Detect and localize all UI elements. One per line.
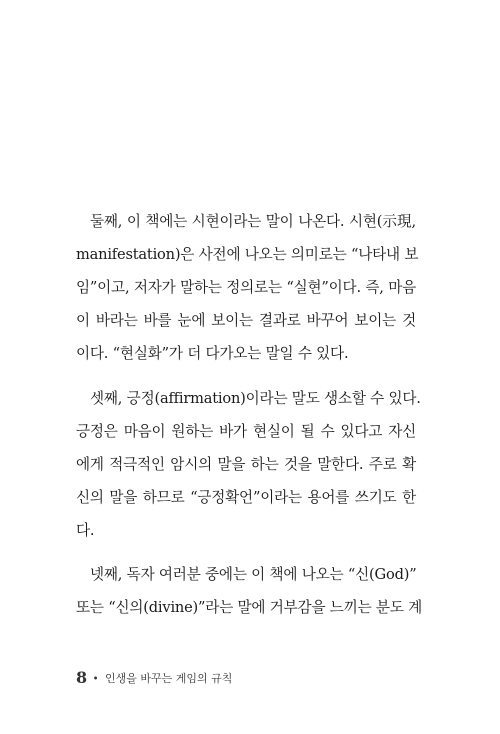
text-line: manifestation)은 사전에 나오는 의미로는 “나타내 보 [76,246,419,263]
paragraph-second-point [76,205,419,370]
page-footer [76,668,232,687]
text-line: 넷째, 독자 여러분 중에는 이 책에 나오는 “신(God)” [90,566,417,583]
text-line: 다. [76,522,95,539]
text-line: 셋째, 긍정(affirmation)이라는 말도 생소할 수 있다. [90,390,421,407]
running-book-title: 인생을 바꾸는 게임의 규칙 [105,672,233,685]
paragraph-fourth-point [76,558,423,624]
text-line: 또는 “신의(divine)”라는 말에 거부감을 느끼는 분도 계 [76,599,423,616]
text-line: 긍정은 마음이 원하는 바가 현실이 될 수 있다고 자신 [76,423,416,440]
page-number: 8 [76,668,88,687]
paragraph-third-point [76,382,421,547]
text-line: 이 바라는 바를 눈에 보이는 결과로 바꾸어 보이는 것 [76,312,416,329]
text-line: 둘째, 이 책에는 시현이라는 말이 나온다. 시현(示現, [90,213,416,230]
text-line: 에게 적극적인 암시의 말을 하는 것을 말한다. 주로 확 [76,456,416,473]
text-line: 신의 말을 하므로 “긍정확언”이라는 용어를 쓰기도 한 [76,489,416,506]
text-line: 임”이고, 저자가 말하는 정의로는 “실현”이다. 즉, 마음 [76,279,416,296]
text-line: 이다. “현실화”가 더 다가오는 말일 수 있다. [76,345,349,362]
footer-separator: • [92,674,99,685]
